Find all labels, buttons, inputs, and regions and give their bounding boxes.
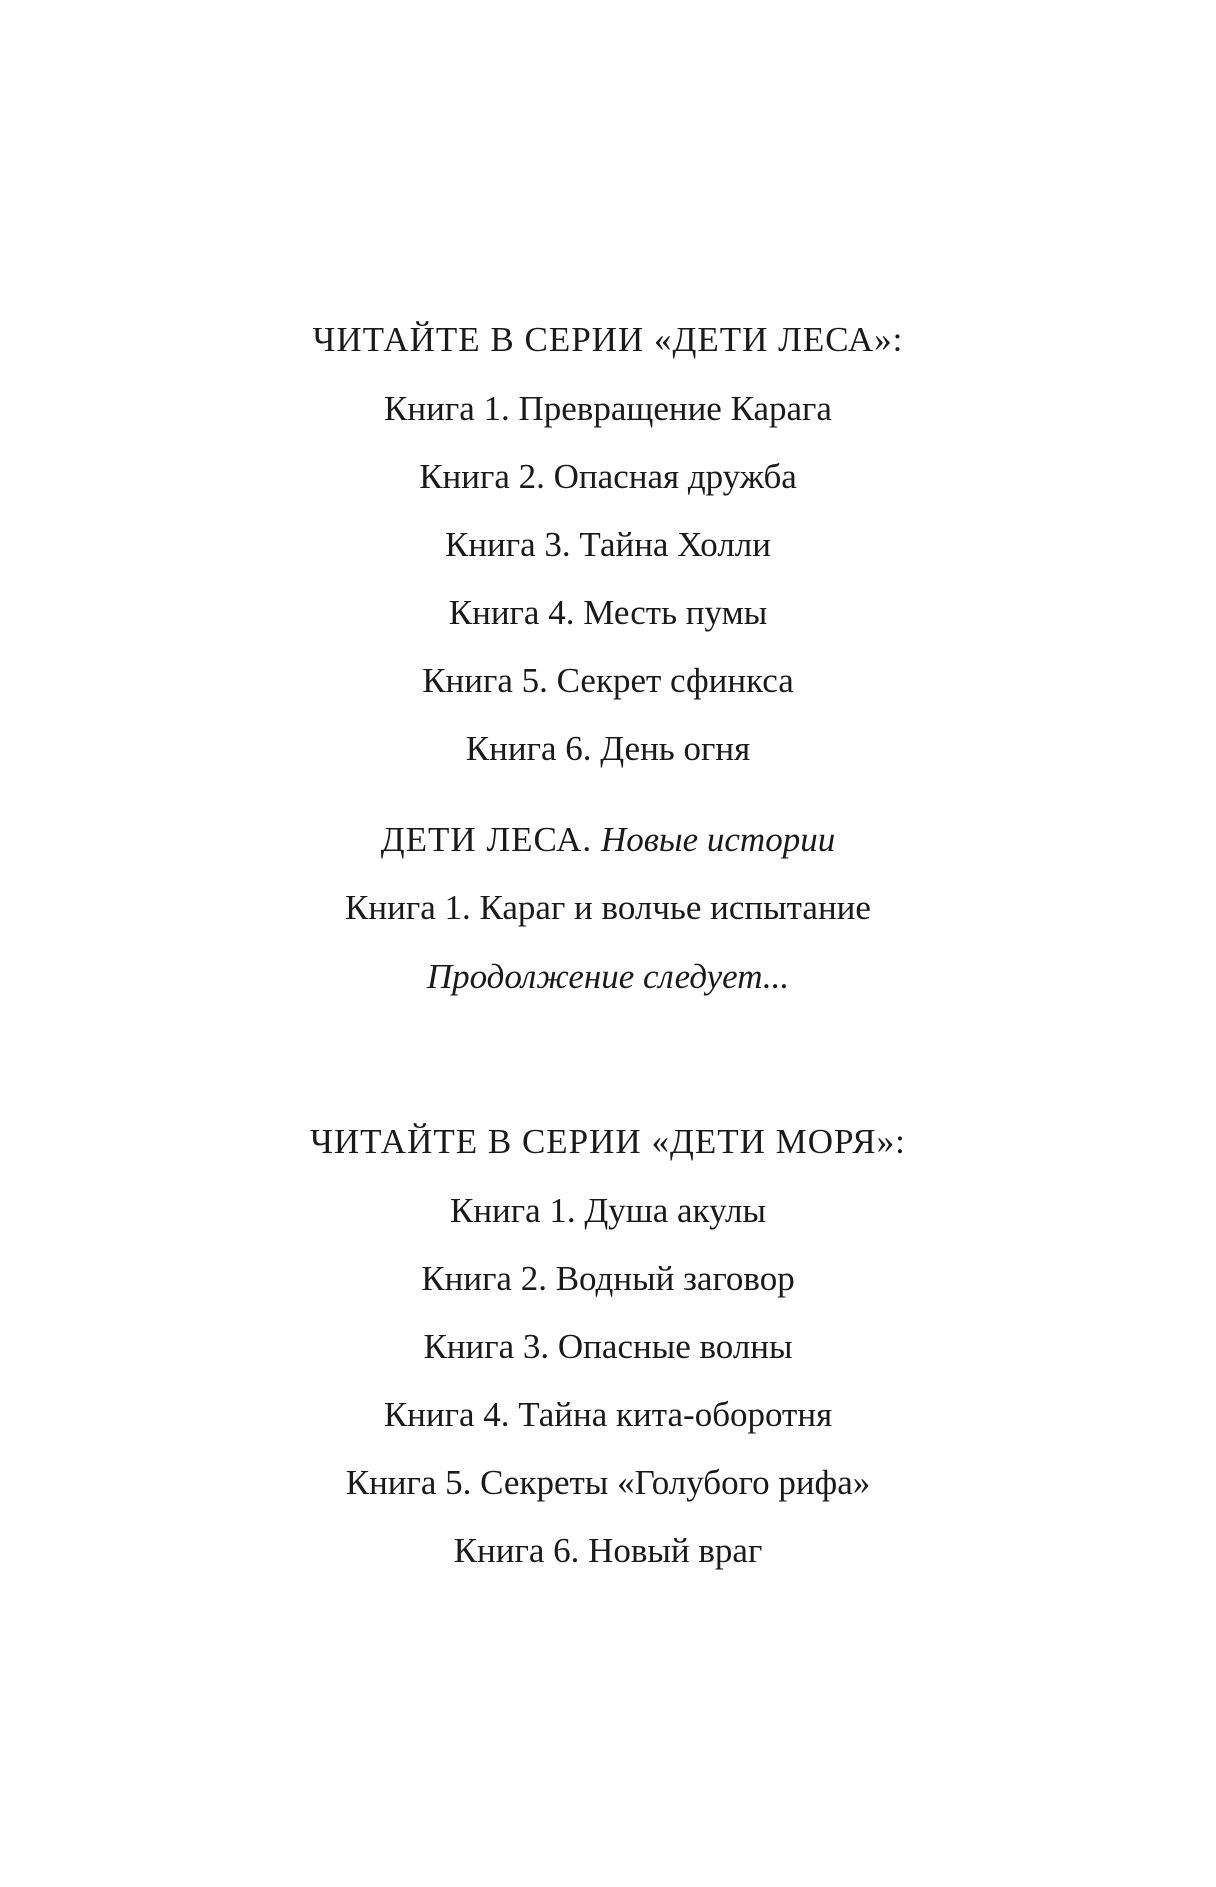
- continuation-note: Продолжение следует...: [426, 957, 790, 996]
- forest-book-3: Книга 3. Тайна Холли: [444, 525, 771, 564]
- new-stories-subtitle: Новые истории: [600, 820, 836, 859]
- sea-series-heading: ЧИТАЙТЕ В СЕРИИ «ДЕТИ МОРЯ»:: [310, 1122, 906, 1161]
- sea-book-2: Книга 2. Водный заговор: [421, 1259, 795, 1298]
- sea-book-6: Книга 6. Новый враг: [453, 1531, 763, 1570]
- sea-book-1: Книга 1. Душа акулы: [449, 1191, 767, 1230]
- forest-book-4: Книга 4. Месть пумы: [448, 593, 768, 632]
- sea-book-3: Книга 3. Опасные волны: [423, 1327, 793, 1366]
- new-stories-title: ДЕТИ ЛЕСА.: [380, 820, 593, 859]
- new-stories-book-1: Книга 1. Караг и волчье испытание: [345, 888, 871, 927]
- forest-series-heading: ЧИТАЙТЕ В СЕРИИ «ДЕТИ ЛЕСА»:: [312, 320, 904, 359]
- forest-book-2: Книга 2. Опасная дружба: [419, 457, 797, 496]
- forest-book-6: Книга 6. День огня: [465, 729, 751, 768]
- sea-book-5: Книга 5. Секреты «Голубого рифа»: [345, 1463, 871, 1502]
- forest-book-1: Книга 1. Превращение Карага: [384, 389, 832, 428]
- sea-book-4: Книга 4. Тайна кита-оборотня: [383, 1395, 833, 1434]
- forest-book-5: Книга 5. Секрет сфинкса: [422, 661, 794, 700]
- new-stories-heading: [0, 818, 1216, 862]
